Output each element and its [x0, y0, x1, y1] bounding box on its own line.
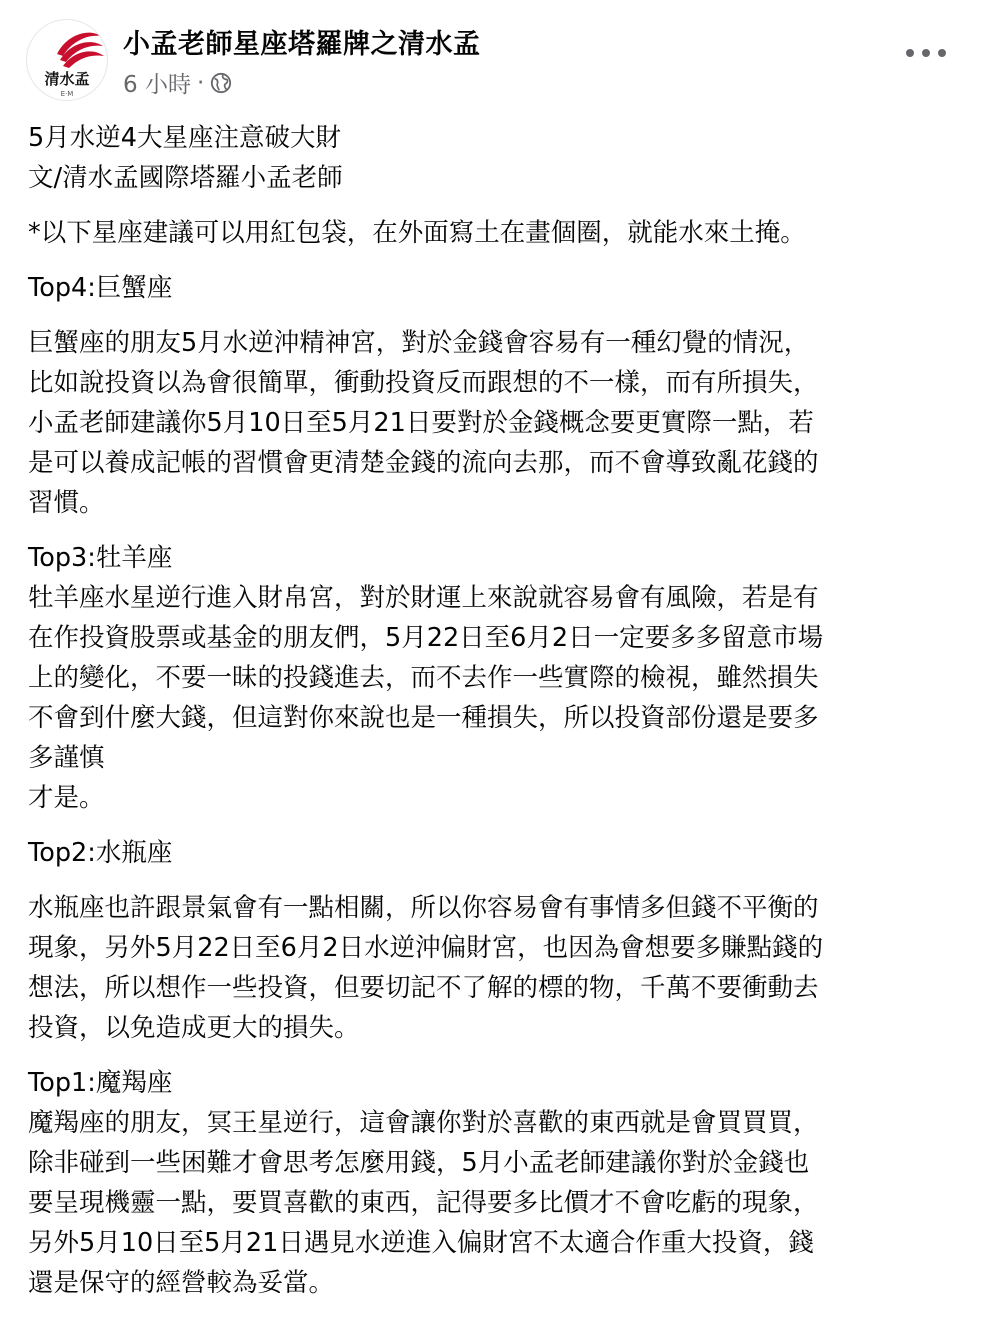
avatar-subtext: E·M — [60, 90, 74, 98]
post-paragraph-aries: Top3:牡羊座 牡羊座水星逆行進入財帛宮，對於財運上來說就容易會有風險，若是有 在作投資股票或基金的朋友們，5月22日至6月2日一定要多多留意市場 上的變化，不要一昧的投錢進去，而不去作一些實際的檢視，雖然損失 不會到什麼大錢，但這對你來說也是一種損失，所以投資部份還是要多 多謹慎 才是。 — [28, 543, 824, 813]
post-timestamp[interactable]: 6 小時 — [123, 72, 191, 98]
post-text — [28, 118, 963, 1318]
post-paragraph-aquarius: 水瓶座也許跟景氣會有一點相關，所以你容易會有事情多但錢不平衡的 現象，另外5月22日至6月2日水逆沖偏財宮，也因為會想要多賺點錢的 想法，所以想作一些投資，但要切記不了解的標的物，千萬不要衝動去 投資，以免造成更大的損失。 — [28, 893, 824, 1043]
post-meta — [123, 66, 232, 99]
more-dot-icon — [938, 49, 946, 57]
post-header — [0, 0, 986, 110]
avatar-text: 清水孟 — [44, 70, 90, 88]
post-paragraph-heading-top2: Top2:水瓶座 — [28, 838, 173, 868]
post-paragraph-capricorn: Top1:魔羯座 魔羯座的朋友，冥王星逆行，這會讓你對於喜歡的東西就是會買買買， 除非碰到一些困難才會思考怎麼用錢，5月小孟老師建議你對於金錢也 要呈現機靈一點，要買喜歡的東西，記得要多比價才不會吃虧的現象， 另外5月10日至5月21日遇見水逆進入偏財宮不太適合作重大投資，錢 還是保守的經營較為妥當。 — [28, 1068, 819, 1298]
post-paragraph-heading-top4: Top4:巨蟹座 — [28, 273, 173, 303]
avatar-logo — [27, 20, 108, 101]
page-name-link[interactable]: 小孟老師星座塔羅牌之清水孟 — [123, 29, 481, 60]
post-paragraph-cancer: 巨蟹座的朋友5月水逆沖精神宮，對於金錢會容易有一種幻覺的情況， 比如說投資以為會很簡單，衝動投資反而跟想的不一樣，而有所損失， 小孟老師建議你5月10日至5月21日要對於金錢概念要更實際一點，若 是可以養成記帳的習慣會更清楚金錢的流向去那，而不會導致亂花錢的 習慣。 — [28, 328, 819, 518]
meta-separator: · — [196, 69, 205, 96]
more-dot-icon — [922, 49, 930, 57]
post-paragraph-note: *以下星座建議可以用紅包袋，在外面寫土在畫個圈，就能水來土掩。 — [28, 218, 806, 248]
more-options-button[interactable] — [906, 38, 946, 68]
page-avatar[interactable] — [26, 19, 108, 101]
more-dot-icon — [906, 49, 914, 57]
globe-icon[interactable] — [210, 72, 232, 94]
post-paragraph-title: 5月水逆4大星座注意破大財 文/清水孟國際塔羅小孟老師 — [28, 123, 343, 193]
